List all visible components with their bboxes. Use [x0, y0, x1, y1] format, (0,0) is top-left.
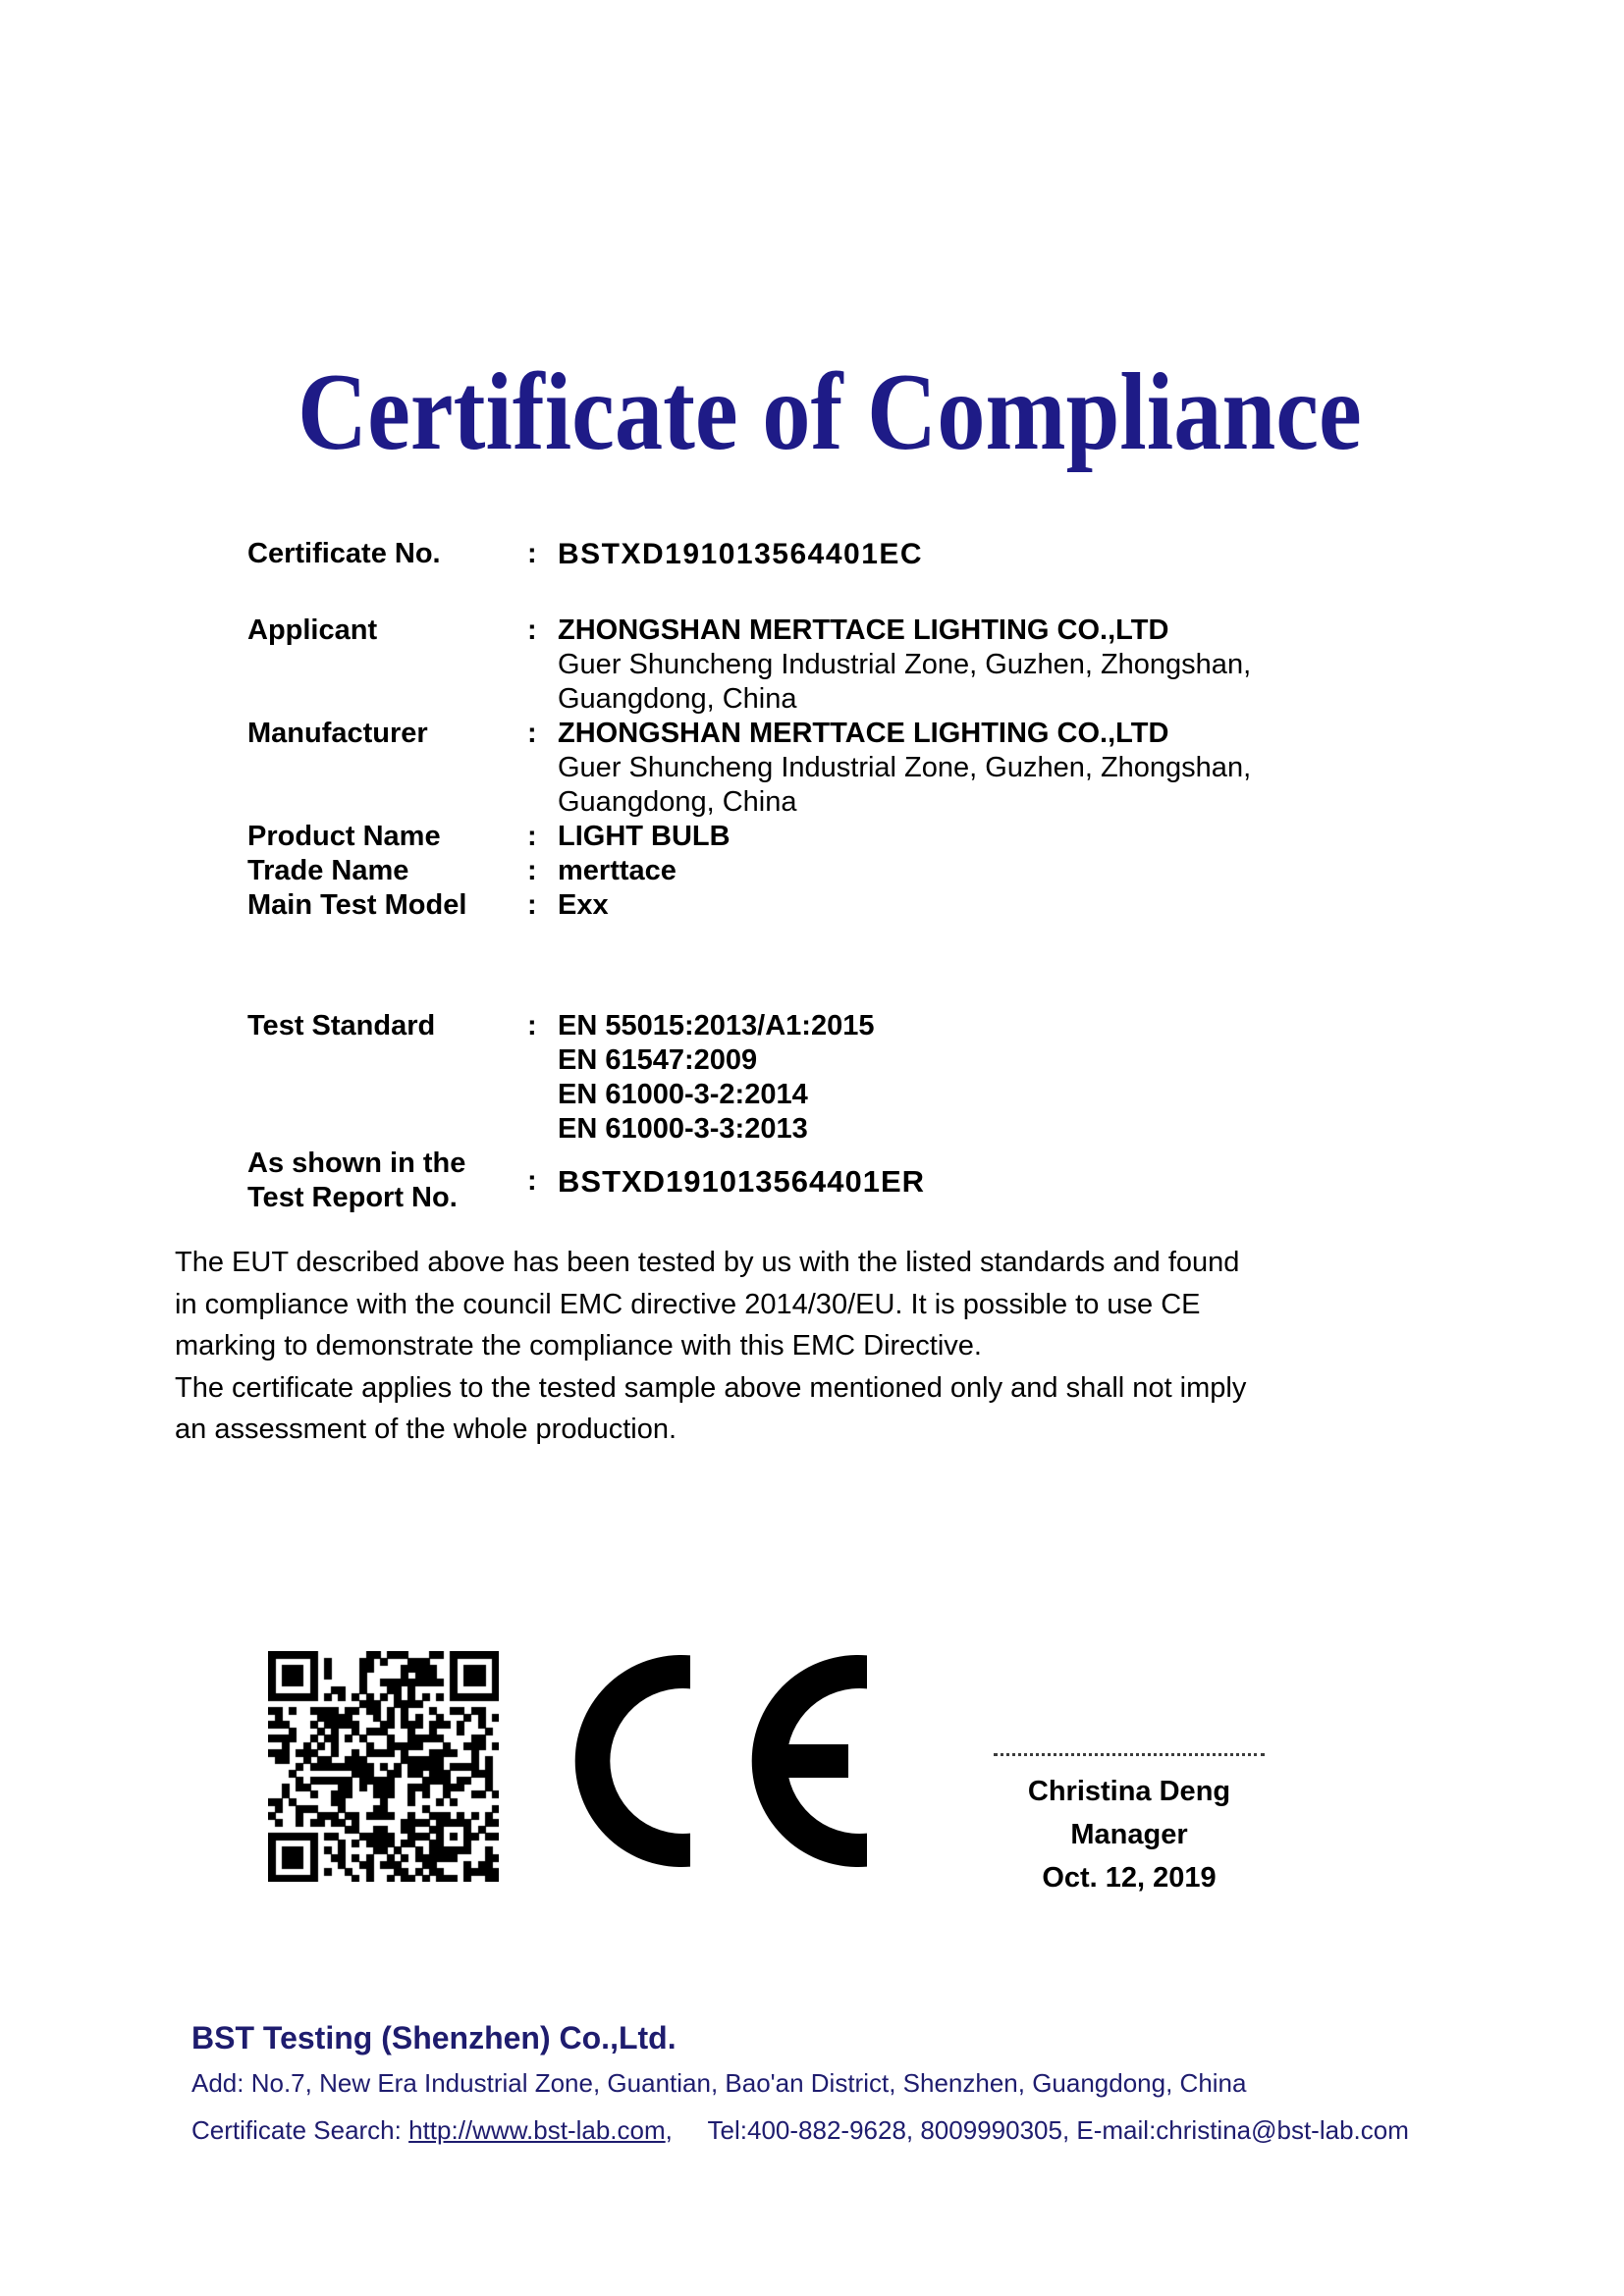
- page-title: Certificate of Compliance: [298, 351, 1362, 473]
- footer-contact-info: , Tel:400-882-9628, 8009990305, E-mail:christina@bst-lab.com: [665, 2115, 1409, 2145]
- colon-separator: :: [527, 1010, 537, 1041]
- manufacturer-company: ZHONGSHAN MERTTACE LIGHTING CO.,LTD: [558, 718, 1169, 749]
- colon-separator: :: [527, 718, 537, 749]
- product-name-value: LIGHT BULB: [558, 821, 731, 852]
- field-row-certificate-no: [247, 537, 1396, 571]
- signatory-name: Christina Deng: [1027, 1776, 1231, 1807]
- certificate-no-label: Certificate No.: [247, 538, 441, 569]
- certificate-search-link[interactable]: http://www.bst-lab.com: [408, 2115, 666, 2145]
- signature-block: [933, 1753, 1326, 1899]
- test-standard-label: Test Standard: [247, 1010, 436, 1041]
- test-standard-line: EN 61000-3-3:2013: [558, 1113, 808, 1145]
- manufacturer-label: Manufacturer: [247, 718, 428, 749]
- test-standard-line: EN 61000-3-2:2014: [558, 1079, 808, 1110]
- test-standard-value: [558, 1009, 1396, 1147]
- field-row-test-standard: [247, 1009, 1396, 1147]
- test-standard-line: EN 55015:2013/A1:2015: [558, 1010, 875, 1041]
- test-report-no-label: [247, 1147, 527, 1215]
- signature-line: [994, 1753, 1265, 1756]
- declaration-line: in compliance with the council EMC directive 2014/30/EU. It is possible to use CE: [175, 1288, 1201, 1320]
- manufacturer-value: [558, 717, 1396, 820]
- declaration-text: [175, 1242, 1490, 1451]
- colon-separator: :: [527, 614, 537, 646]
- main-test-model-label: Main Test Model: [247, 889, 467, 921]
- manufacturer-address-line: Guer Shuncheng Industrial Zone, Guzhen, Zhongshan,: [558, 752, 1252, 783]
- declaration-line: The EUT described above has been tested by us with the listed standards and found: [175, 1247, 1240, 1278]
- main-test-model-value: Exx: [558, 889, 609, 921]
- lab-address: Add: No.7, New Era Industrial Zone, Guantian, Bao'an District, Shenzhen, Guangdong, China: [191, 2068, 1247, 2098]
- certificate-search-label: Certificate Search:: [191, 2115, 402, 2145]
- product-name-label: Product Name: [247, 821, 441, 852]
- field-row-applicant: [247, 614, 1396, 717]
- declaration-line: an assessment of the whole production.: [175, 1414, 677, 1445]
- trade-name-label: Trade Name: [247, 855, 409, 886]
- footer: [191, 2018, 1497, 2146]
- signatory-title: Manager: [1070, 1819, 1188, 1850]
- declaration-line: marking to demonstrate the compliance with this EMC Directive.: [175, 1330, 982, 1362]
- field-row-product-name: [247, 820, 1396, 854]
- colon-separator: :: [527, 855, 537, 886]
- applicant-address-line: Guer Shuncheng Industrial Zone, Guzhen, Zhongshan,: [558, 649, 1252, 680]
- field-row-test-report-no: [247, 1147, 1396, 1215]
- signature-date: Oct. 12, 2019: [1042, 1862, 1217, 1894]
- trade-name-value: merttace: [558, 855, 677, 886]
- field-row-manufacturer: [247, 717, 1396, 820]
- certificate-fields: [247, 537, 1396, 1215]
- ce-mark-icon: [574, 1655, 869, 1867]
- test-report-label-line: As shown in the: [247, 1148, 466, 1179]
- colon-separator: :: [527, 538, 537, 569]
- colon-separator: :: [527, 889, 537, 921]
- applicant-address-line: Guangdong, China: [558, 683, 797, 715]
- lab-company-name: BST Testing (Shenzhen) Co.,Ltd.: [191, 2020, 677, 2056]
- declaration-line: The certificate applies to the tested sample above mentioned only and shall not imply: [175, 1371, 1247, 1404]
- test-report-label-line: Test Report No.: [247, 1182, 458, 1213]
- test-report-no-value: BSTXD191013564401ER: [558, 1163, 926, 1199]
- test-standard-line: EN 61547:2009: [558, 1044, 758, 1076]
- applicant-value: [558, 614, 1396, 717]
- applicant-label: Applicant: [247, 614, 378, 646]
- field-row-trade-name: [247, 854, 1396, 888]
- colon-separator: :: [527, 1164, 537, 1197]
- field-row-main-test-model: [247, 888, 1396, 923]
- applicant-company: ZHONGSHAN MERTTACE LIGHTING CO.,LTD: [558, 614, 1169, 646]
- certificate-no-value: BSTXD191013564401EC: [558, 538, 924, 570]
- certificate-search-line: [191, 2114, 1497, 2146]
- colon-separator: :: [527, 821, 537, 852]
- qr-code: [268, 1651, 499, 1882]
- manufacturer-address-line: Guangdong, China: [558, 786, 797, 818]
